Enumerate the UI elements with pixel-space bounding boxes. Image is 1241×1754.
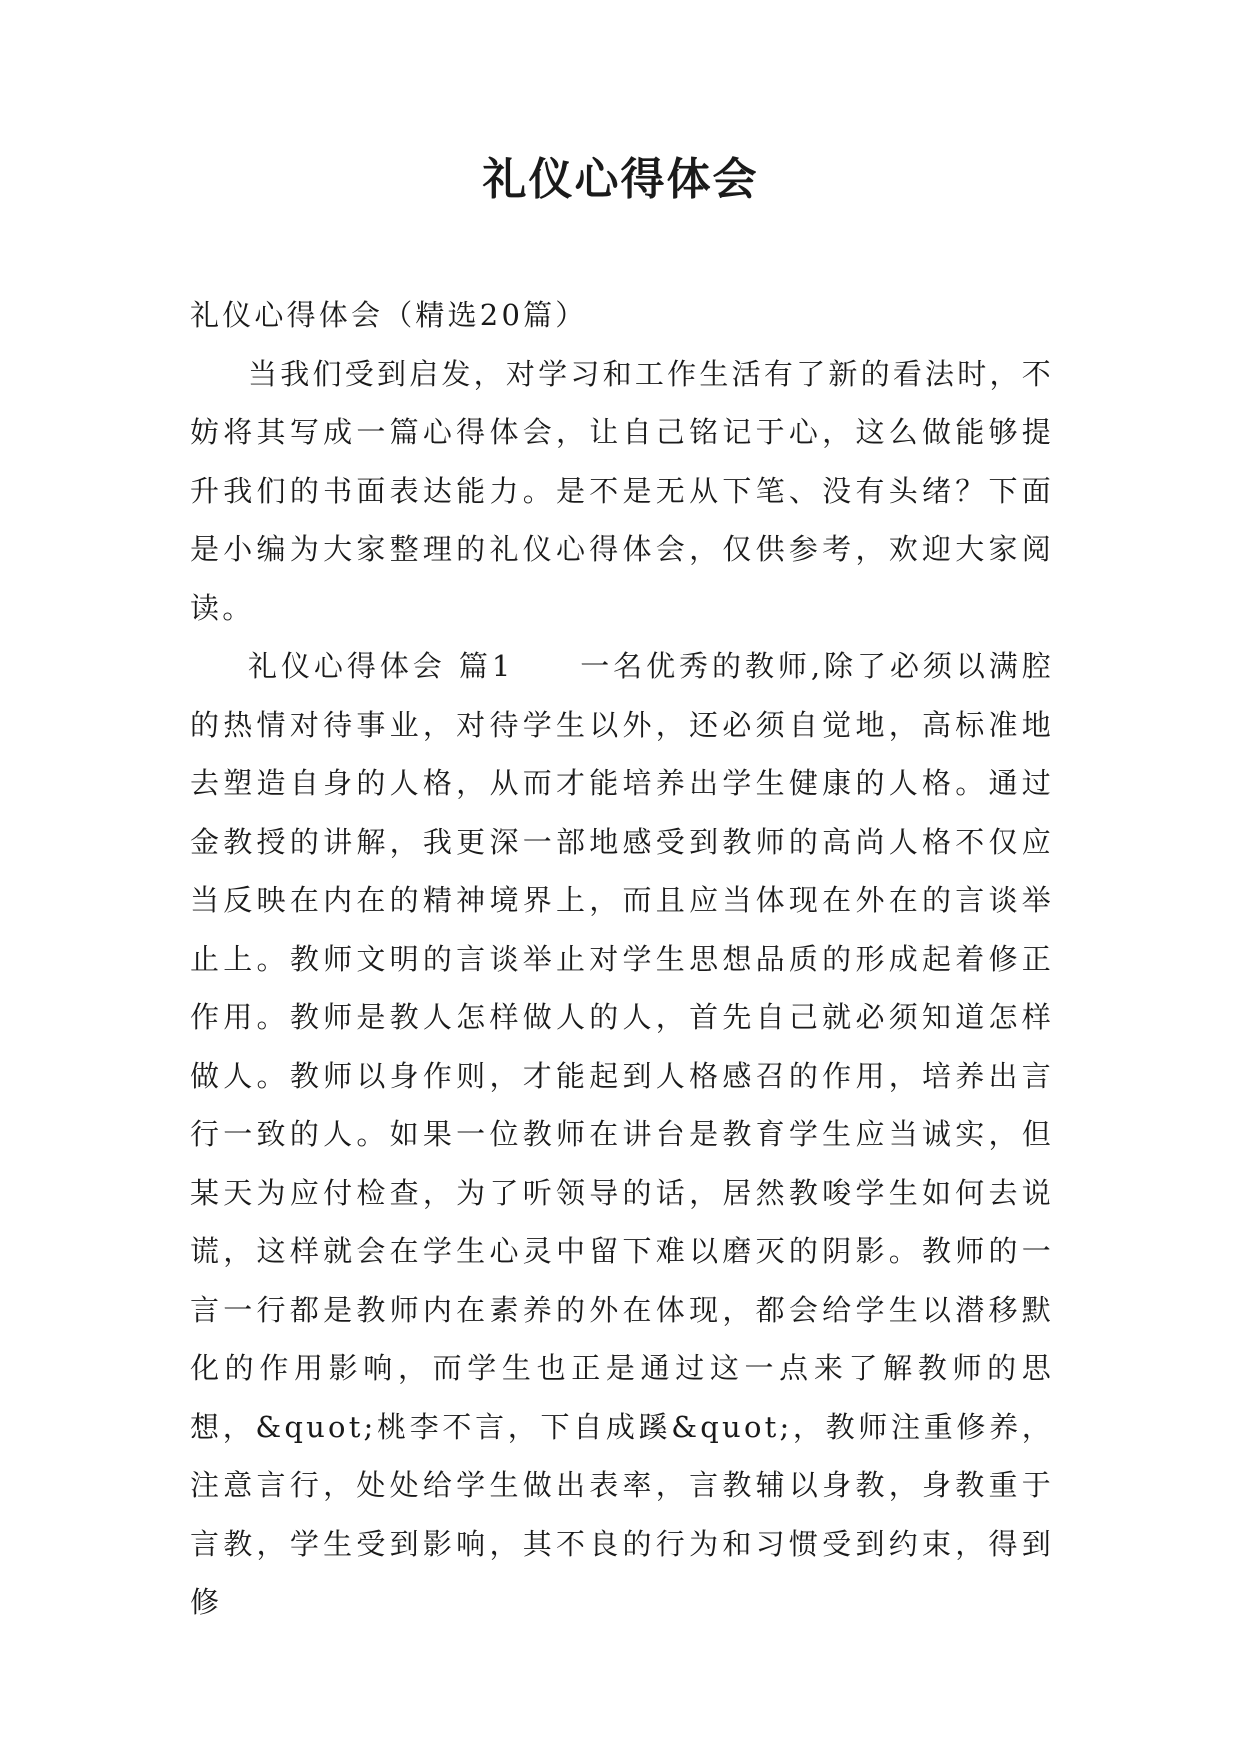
document-subtitle: 礼仪心得体会（精选20篇）: [190, 298, 588, 332]
document-title: 礼仪心得体会: [482, 154, 759, 205]
article-paragraph: 礼仪心得体会 篇1 一名优秀的教师,除了必须以满腔的热情对待事业，对待学生以外，还必须自觉地，高标准地去塑造自身的人格，从而才能培养出学生健康的人格。通过金教授的讲解，我更深一部地感受到教师的高尚人格不仅应当反映在内在的精神境界上，而且应当体现在外在的言谈举止上。教师文明的言谈举止对学生思想品质的形成起着修正作用。教师是教人怎样做人的人，首先自己就必须知道怎样做人。教师以身作则，才能起到人格感召的作用，培养出言行一致的人。如果一位教师在讲台是教育学生应当诚实，但某天为应付检查，为了听领导的话，居然教唆学生如何去说谎，这样就会在学生心灵中留下难以磨灭的阴影。教师的一言一行都是教师内在素养的外在体现，都会给学生以潜移默化的作用影响，而学生也正是通过这一点来了解教师的思想，&quot;桃李不言，下自成蹊&quot;，教师注重修养，注意言行，处处给学生做出表率，言教辅以身教，身教重于言教，学生受到影响，其不良的行为和习惯受到约束，得到修: [190, 649, 1054, 1619]
intro-paragraph: 当我们受到启发，对学习和工作生活有了新的看法时，不妨将其写成一篇心得体会，让自己铭记于心，这么做能够提升我们的书面表达能力。是不是无从下笔、没有头绪？下面是小编为大家整理的礼仪心得体会，仅供参考，欢迎大家阅读。: [190, 356, 1054, 625]
document-body: [190, 286, 1054, 1632]
